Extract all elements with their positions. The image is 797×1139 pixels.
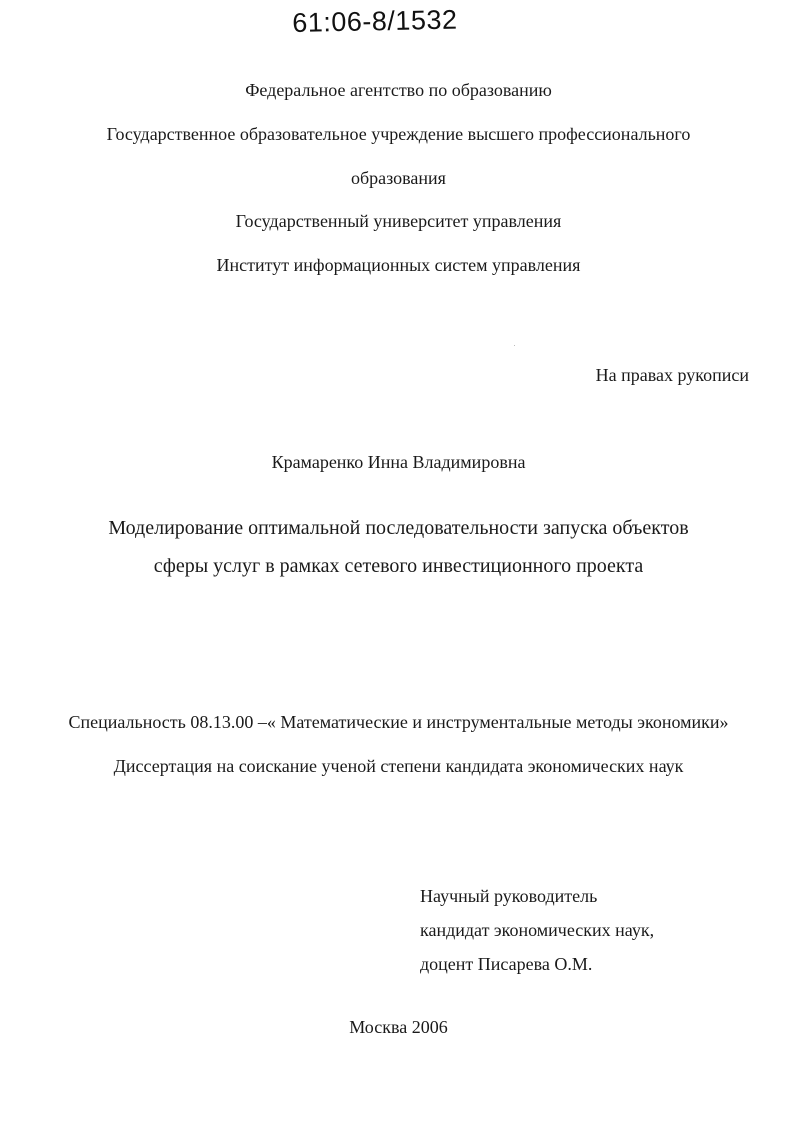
author-name: Крамаренко Инна Владимировна [271,452,526,472]
scan-speck [514,345,515,346]
supervisor-label: Научный руководитель [420,886,598,906]
dissertation-title-line2: сферы услуг в рамках сетевого инвестиционного проекта [153,555,644,577]
archive-stamp-code: 61:06-8/1532 [292,4,458,38]
institute-name: Институт информационных систем управления [216,255,581,275]
degree-line: Диссертация на соискание ученой степени кандидата экономических наук [113,756,684,776]
city-year: Москва 2006 [349,1017,448,1037]
institution-name-line1: Государственное образовательное учреждение высшего профессионального [106,124,691,144]
institution-name-line2: образования [351,168,446,188]
supervisor-name: доцент Писарева О.М. [420,954,593,974]
manuscript-note: На правах рукописи [595,365,749,385]
university-name: Государственный университет управления [235,211,562,231]
agency-name: Федеральное агентство по образованию [245,80,552,100]
dissertation-title-line1: Моделирование оптимальной последовательности запуска объектов [108,517,689,539]
supervisor-degree: кандидат экономических наук, [420,920,655,940]
specialty-line: Специальность 08.13.00 –« Математические и инструментальные методы экономики» [68,712,729,732]
